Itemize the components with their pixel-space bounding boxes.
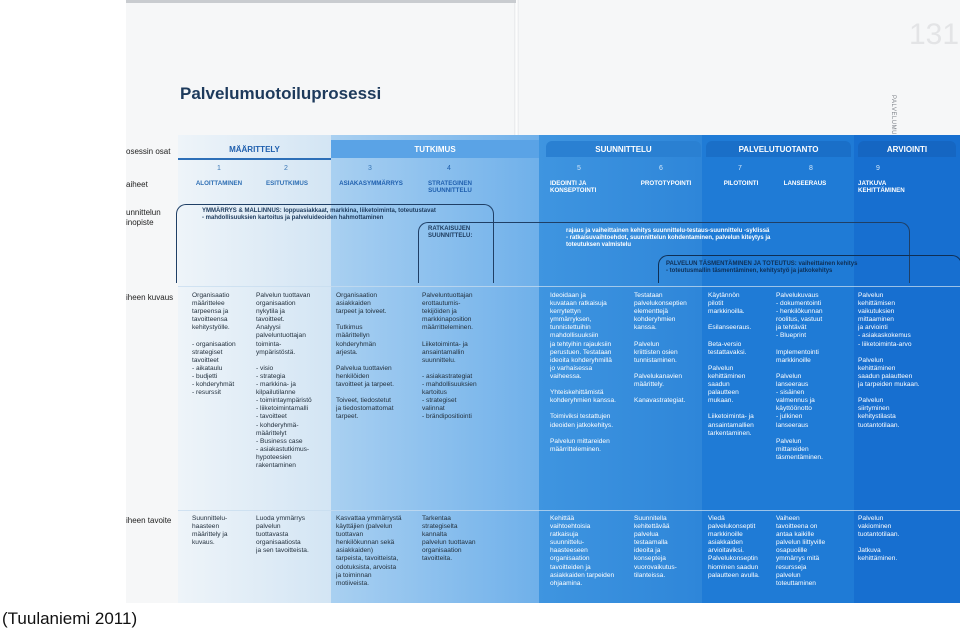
stage-number-4: 4 — [447, 165, 451, 172]
description-7: Käytännön pilotit markkinoilla. Esilanseeraus. Beta-versio testattavaksi. Palvelun kehittäminen saadun palautteen mukaan. Liiketoiminta- ja ansaintamallien tarkentaminen. — [708, 292, 754, 437]
page-title: Palvelumuotoiluprosessi — [180, 84, 382, 103]
goal-4: Tarkentaa strategiselta kannalta palvelun tuottavan organisaation tavoitteita. — [422, 515, 476, 563]
stage-number-8: 8 — [809, 165, 813, 172]
description-9: Palvelun kehittämisen vaikutuksien mittaaminen ja arviointi - asiakaskokemus - liiketoiminta-arvo Palvelun kehittäminen saadun palautteen ja tarpeiden mukaan. Palvelun siirtyminen kehitystilasta tuotantotilaan. — [858, 292, 920, 429]
row-label-phases: osessin osat — [126, 147, 171, 156]
stage-name-7: PILOTOINTI — [723, 180, 759, 187]
stage-number-7: 7 — [738, 165, 742, 172]
description-8: Palvelukuvaus - dokumentointi - henkilökunnan roolitus, vastuut ja tehtävät - Blueprint Implementointi markkinoille Palvelun lanseeraus - sisäinen valmennus ja käyttöönotto - julkinen lanseeraus Palvelun mittareiden täsmentäminen. — [776, 292, 823, 461]
stage-name-2: ESITUTKIMUS — [266, 180, 308, 187]
frame-refinement-text: PALVELUN TÄSMENTÄMINEN JA TOTEUTUS: vaiheittainen kehitys - toteutusmallin täsmentäminen, kehitystyö ja jatkokehitys — [666, 261, 858, 274]
description-4: Palveluntuottajan erottautumis- tekijöiden ja markkinaposition määrritteleminen. Liiketoiminta- ja ansaintamallin suunnittelu. - asiakastrategiat - mahdollisuuksien kartoitus - strategiset valinnat - brändipositiointi — [422, 292, 477, 421]
stage-name-6: PROTOTYPOINTI — [640, 180, 692, 187]
header-evaluation — [858, 141, 956, 157]
separator-top — [178, 286, 960, 287]
stage-name-4: STRATEGINEN SUUNNITTELU — [428, 180, 472, 194]
goal-2: Luoda ymmärrys palvelun tuottavasta organisaatiosta ja sen tavoitteista. — [256, 515, 309, 555]
description-5: Ideoidaan ja kuvataan ratkaisuja kerrytettyn ymmärryksen, tunnistettuihin mahdollisuuksiin ja tehtyihin rajauksiin perustuen. Testataan ideoita kohderyhmillä jo varhaisessa vaiheessa. Yhteiskehittämistä kohderyhmien kanssa. Toimiviksi testattujen ideoiden jatkokehitys. Palvelun mittareiden määrritteleminen. — [550, 292, 616, 453]
stage-name-8: LANSEERAUS — [783, 180, 827, 187]
goal-5: Kehittää vaihtoehtoisia ratkaisuja suunnittelu- haasteeseen organisaation tavoitteiden ja asiakkaiden tarpeiden ohjaamina. — [550, 515, 615, 587]
row-label-stages: aiheet — [126, 180, 148, 189]
frame-understanding-text: YMMÄRRYS & MALLINNUS: loppuasiakkaat, markkina, liiketoiminta, toteutustavat - mahdollisuuksien kartoitus ja palveluideoiden hahmottaminen — [202, 208, 436, 221]
goal-1: Suunnittelu- haasteen määrittely ja kuvaus. — [192, 515, 228, 547]
description-2: Palvelun tuottavan organisaation nykytila ja tavoitteet. Analyysi palveluntuottajan toiminta- ympäristöstä. - visio - strategia - markkina- ja kilpailutilanne - toimintaympäristö - liiketoimintamalli - tavoitteet - kohderyhmä- määrittelyt - Business case - asiakastutkimus- hypoteesien rakentaminen — [256, 292, 312, 469]
group-label-research: TUTKIMUS — [414, 144, 456, 154]
stage-name-5: IDEOINTI JA KONSEPTOINTI — [550, 180, 597, 194]
goal-8: Vaiheen tavoitteena on antaa kaikille palvelun liittyville osapuolille ymmärrys mitä resursseja palvelun toteuttaminen — [776, 515, 826, 587]
stage-number-5: 5 — [577, 165, 581, 172]
row-label-frame-1: unnittelun — [126, 208, 161, 217]
description-1: Organisaatio määrittelee tarpeensa ja tavoitteensa kehitystyölle. - organisaation strategiset tavoitteet - aikataulu - budjetti - kohderyhmät - resurssit — [192, 292, 236, 397]
goal-6: Suunnitella kehitettävää palvelua testaamalla ideoita ja konsepteja vuorovaikutus- tilanteissa. — [634, 515, 677, 579]
description-6: Testataan palvelukonseptien elementtejä kohderyhmien kanssa. Palvelun kriittisten osien tunnistaminen. Palvelukanavien määrittely. Kanavastrategiat. — [634, 292, 687, 405]
frame-solution-title: RATKAISUJEN SUUNNITTELU: — [428, 226, 473, 239]
goal-7: Viedä palvelukonseptit markkinoille asiakkaiden arvioitaviksi. Palvelukonseptin hiominen saadun palautteen avulla. — [708, 515, 760, 579]
group-label-evaluation: ARVIOINTI — [886, 144, 928, 154]
description-3: Organisaation asiakkaiden tarpeet ja toiveet. Tutkimus määrittellyn kohderyhmän arjesta. Palvelua tuottavien henkilöiden tavoitteet ja tarpeet. Toiveet, tiedostetut ja tiedostomattomat tarpeet. — [336, 292, 394, 421]
group-label-definition: MÄÄRITTELY — [229, 144, 280, 154]
goal-3: Kasvattaa ymmärrystä käyttäjien (palvelun tuottavan henkilökunnan sekä asiakkaiden) tarpeista, tavoitteista, odotuksista, arvoista ja toiminnan motiiveista. — [336, 515, 402, 587]
page-number: 131 — [909, 18, 960, 51]
header-research — [331, 140, 539, 158]
stage-name-3: ASIAKASYMMÄRRYS — [339, 180, 403, 187]
goal-9: Palvelun vakiominen tuotantotilaan. Jatkuva kehittäminen. — [858, 515, 900, 563]
header-definition — [178, 140, 331, 160]
stage-number-3: 3 — [368, 165, 372, 172]
stage-name-9: JATKUVA KEHITTÄMINEN — [858, 180, 905, 194]
stage-number-9: 9 — [876, 165, 880, 172]
row-label-frame-2: inopiste — [126, 218, 154, 227]
stage-number-2: 2 — [284, 165, 288, 172]
row-label-goal: iheen tavoite — [126, 516, 172, 525]
page-edge — [126, 0, 516, 3]
group-label-production: PALVELUTUOTANTO — [738, 144, 819, 154]
header-production — [706, 141, 851, 157]
group-label-design: SUUNNITTELU — [595, 144, 652, 154]
header-design — [546, 141, 701, 157]
stage-number-1: 1 — [217, 165, 221, 172]
frame-solution-text: rajaus ja vaiheittainen kehitys suunnittelu-testaus-suunnittelu -syklissä - ratkaisuvaihtoehdot, suunnittelun kohdentaminen, palvelun kiteytys ja toteutuksen valmistelu — [566, 228, 771, 248]
source-caption: (Tuulaniemi 2011) — [2, 609, 138, 628]
stage-name-1: ALOITTAMINEN — [195, 180, 243, 187]
book-spread — [126, 0, 960, 603]
stage-number-6: 6 — [659, 165, 663, 172]
row-label-description: iheen kuvaus — [126, 293, 174, 302]
separator-goals — [178, 510, 960, 511]
